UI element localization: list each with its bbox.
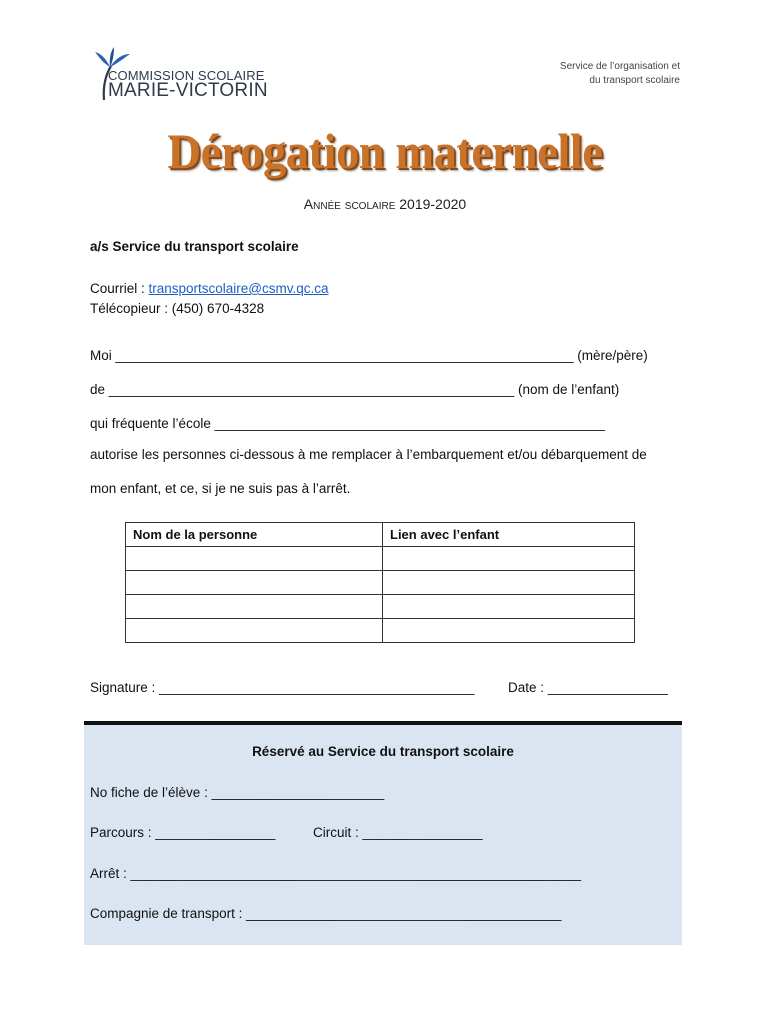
circuit-field[interactable]: Circuit : ________________	[313, 825, 483, 840]
school-year: Année scolaire 2019-2020	[303, 196, 467, 212]
table-row	[126, 571, 635, 595]
relation-cell[interactable]	[383, 595, 635, 619]
person-name-cell[interactable]	[126, 571, 383, 595]
authorized-persons-table	[125, 522, 635, 643]
transport-company-field[interactable]: Compagnie de transport : __________________________________________	[90, 906, 562, 921]
email-line	[90, 281, 329, 296]
fax-line: Télécopieur : (450) 670-4328	[90, 301, 265, 316]
logo-line-2: MARIE-VICTORIN	[108, 80, 268, 101]
service-line-2: du transport scolaire	[589, 75, 680, 86]
reserved-section-title: Réservé au Service du transport scolaire	[252, 744, 514, 759]
person-name-cell[interactable]	[126, 595, 383, 619]
table-row	[126, 595, 635, 619]
relation-cell[interactable]	[383, 619, 635, 643]
route-field[interactable]: Parcours : ________________	[90, 825, 276, 840]
service-heading	[560, 60, 680, 88]
date-field[interactable]: Date : ________________	[508, 680, 668, 695]
email-label: Courriel :	[90, 281, 149, 296]
person-name-cell[interactable]	[126, 547, 383, 571]
addressee: a/s Service du transport scolaire	[90, 239, 299, 254]
student-file-field[interactable]: No fiche de l’élève : _______________________	[90, 785, 385, 800]
organization-logo	[92, 46, 268, 104]
person-name-cell[interactable]	[126, 619, 383, 643]
parent-name-field[interactable]: Moi _____________________________________________________________ (mère/père)	[90, 348, 648, 363]
column-header-relation: Lien avec l’enfant	[383, 523, 635, 547]
relation-cell[interactable]	[383, 547, 635, 571]
column-header-name: Nom de la personne	[126, 523, 383, 547]
document-title: Dérogation maternelle	[167, 123, 603, 179]
table-header-row	[126, 523, 635, 547]
signature-field[interactable]: Signature : __________________________________________	[90, 680, 475, 695]
child-name-field[interactable]: de ______________________________________________________ (nom de l’enfant)	[90, 382, 620, 397]
school-field[interactable]: qui fréquente l’école ____________________________________________________	[90, 416, 606, 431]
logo-line-1: COMMISSION SCOLAIRE	[108, 68, 265, 83]
email-link[interactable]: transportscolaire@csmv.qc.ca	[148, 281, 329, 296]
table-row	[126, 619, 635, 643]
authorization-text-cont: mon enfant, et ce, si je ne suis pas à l’arrêt.	[90, 481, 351, 496]
service-line-1: Service de l’organisation et	[559, 61, 680, 72]
stop-field[interactable]: Arrêt : ____________________________________________________________	[90, 866, 581, 881]
table-row	[126, 547, 635, 571]
relation-cell[interactable]	[383, 571, 635, 595]
authorization-text: autorise les personnes ci-dessous à me remplacer à l’embarquement et/ou débarquement de	[90, 447, 647, 462]
